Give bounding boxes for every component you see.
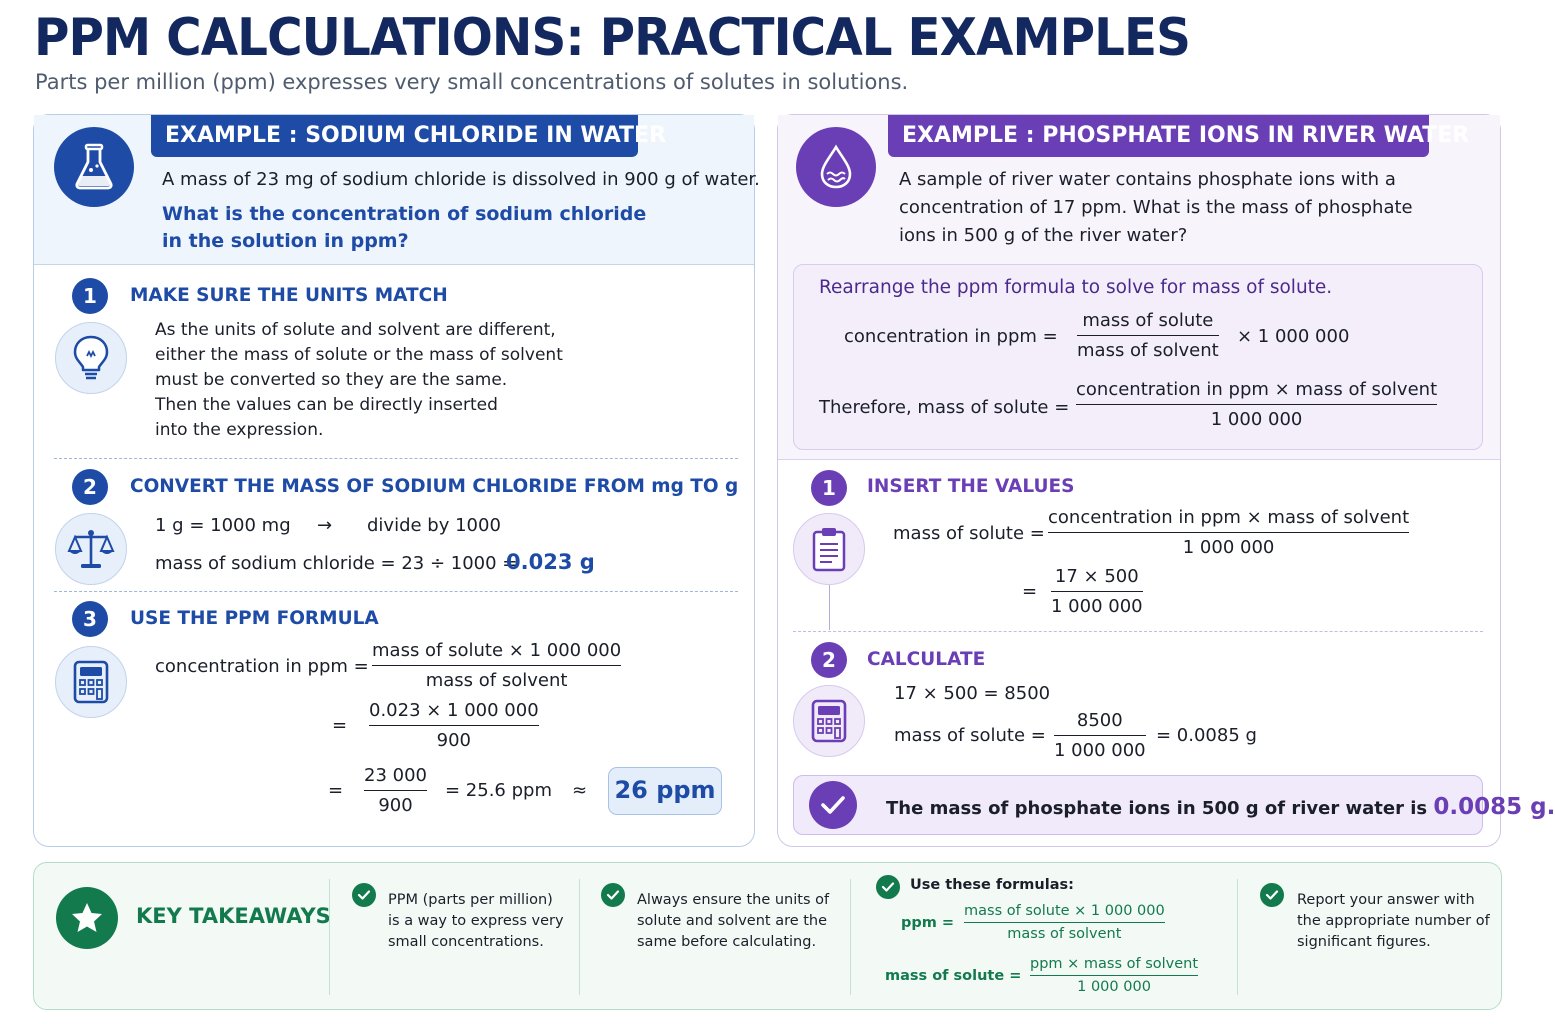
takeaway-1-line-1: PPM (parts per million) [388, 892, 553, 908]
approx-sign: ≈ [572, 780, 588, 801]
ppm-definition-denominator: mass of solvent [1077, 340, 1219, 361]
right-intro-line-1: A sample of river water contains phosphate ions with a [899, 169, 1396, 190]
intermediate-result: = 25.6 ppm [445, 780, 552, 801]
conversion-right: divide by 1000 [367, 515, 501, 536]
result-text: The mass of phosphate ions in 500 g of river water is [886, 798, 1428, 819]
left-example-tag: EXAMPLE : SODIUM CHLORIDE IN WATER [151, 115, 638, 157]
ppm-definition-fraction [1077, 310, 1219, 361]
left-step-2-badge: 2 [72, 469, 108, 505]
right-step-1-title: INSERT THE VALUES [867, 476, 1075, 497]
key-takeaways-panel [33, 862, 1502, 1010]
final-answer-badge: 26 ppm [608, 767, 722, 815]
takeaway-2-line-2: solute and solvent are the [637, 913, 828, 929]
takeaway-1-line-3: small concentrations. [388, 934, 544, 950]
simplified-fraction [364, 765, 427, 816]
takeaway-1-line-2: is a way to express very [388, 913, 564, 929]
calculate-fraction [1054, 710, 1146, 761]
calculate-denominator: 1 000 000 [1054, 740, 1146, 761]
checkmark-icon [352, 883, 376, 907]
substituted-numerator: 0.023 × 1 000 000 [369, 700, 539, 726]
multiplication-line: 17 × 500 = 8500 [894, 683, 1051, 704]
left-question-line-1: What is the concentration of sodium chloride [162, 203, 647, 225]
phosphate-example-panel [777, 114, 1555, 847]
ppm-formula-numerator: mass of solute × 1 000 000 [372, 640, 621, 666]
left-question-line-2: in the solution in ppm? [162, 230, 409, 252]
right-intro-line-3: ions in 500 g of the river water? [899, 225, 1188, 246]
left-step-1-badge: 1 [72, 278, 108, 314]
connector-line [829, 585, 830, 630]
divider [54, 591, 738, 592]
result-banner [793, 775, 1555, 835]
takeaway-4-line-2: the appropriate number of [1297, 913, 1490, 929]
step-1-text-line-3: must be converted so they are the same. [155, 370, 508, 390]
calculate-numerator: 8500 [1054, 710, 1146, 736]
left-step-3-badge: 3 [72, 601, 108, 637]
left-intro: A mass of 23 mg of sodium chloride is dissolved in 900 g of water. [162, 169, 760, 190]
takeaway-4-line-3: significant figures. [1297, 934, 1431, 950]
ppm-formula-denominator: mass of solvent [425, 670, 568, 691]
mass-short-fraction [1030, 956, 1198, 995]
lightbulb-icon [55, 322, 127, 394]
ppm-short-denominator: mass of solvent [1007, 926, 1122, 942]
insert-values-numerator: 17 × 500 [1051, 566, 1143, 592]
divider [850, 879, 851, 995]
insert-formula-fraction [1048, 507, 1409, 558]
ppm-formula-lhs: concentration in ppm = [155, 656, 369, 677]
takeaway-2-line-3: same before calculating. [637, 934, 817, 950]
conversion-arrow: → [317, 515, 333, 536]
sodium-chloride-calc: mass of sodium chloride = 23 ÷ 1000 = [155, 553, 518, 574]
formulas-heading: Use these formulas: [910, 877, 1074, 893]
divider [54, 458, 738, 459]
mass-short-lhs: mass of solute = [885, 968, 1022, 984]
takeaway-2-line-1: Always ensure the units of [637, 892, 830, 908]
checkmark-icon [809, 781, 857, 829]
rearrange-lhs-1: concentration in ppm = [844, 326, 1058, 347]
left-step-1-title: MAKE SURE THE UNITS MATCH [130, 285, 448, 306]
insert-values-denominator: 1 000 000 [1051, 596, 1143, 617]
calculate-result: = 0.0085 g [1156, 725, 1257, 746]
calculate-lhs: mass of solute = [894, 725, 1046, 746]
water-drop-icon [796, 127, 876, 207]
insert-formula-numerator: concentration in ppm × mass of solvent [1048, 507, 1409, 533]
right-intro-line-2: concentration of 17 ppm. What is the mass of phosphate [899, 197, 1413, 218]
simplified-denominator: 900 [378, 795, 413, 816]
checkmark-icon [1260, 883, 1284, 907]
takeaway-4-line-1: Report your answer with [1297, 892, 1475, 908]
key-takeaways-title: KEY TAKEAWAYS [136, 904, 331, 928]
mass-short-numerator: ppm × mass of solvent [1030, 956, 1198, 976]
divider [579, 879, 580, 995]
divider [1237, 879, 1238, 995]
result-value: 0.0085 g. [1433, 794, 1555, 820]
checkmark-icon [876, 875, 900, 899]
step-1-text-line-2: either the mass of solute or the mass of solvent [155, 345, 563, 365]
step-1-text-line-4: Then the values can be directly inserted [155, 395, 498, 415]
mass-of-solute-numerator: concentration in ppm × mass of solvent [1076, 379, 1437, 405]
step-1-text-line-5: into the expression. [155, 420, 324, 440]
simplified-numerator: 23 000 [364, 765, 427, 791]
right-step-2-badge: 2 [811, 642, 847, 678]
ppm-definition-numerator: mass of solute [1077, 310, 1219, 336]
ppm-short-fraction [964, 903, 1165, 942]
equals-sign: = [328, 780, 344, 801]
step-1-text-line-1: As the units of solute and solvent are different, [155, 320, 556, 340]
insert-values-fraction [1051, 566, 1143, 617]
checkmark-icon [601, 883, 625, 907]
converted-mass-result: 0.023 g [506, 550, 595, 574]
divider [329, 879, 330, 995]
calculator-icon [55, 646, 127, 718]
equals-sign: = [332, 715, 348, 736]
balance-scale-icon [55, 513, 127, 585]
right-step-2-title: CALCULATE [867, 649, 986, 670]
substituted-denominator: 900 [436, 730, 472, 751]
left-step-3-title: USE THE PPM FORMULA [130, 608, 379, 629]
ppm-short-lhs: ppm = [901, 915, 955, 931]
mass-short-denominator: 1 000 000 [1077, 979, 1151, 995]
result-statement [886, 794, 1555, 820]
rearrange-lhs-2: Therefore, mass of solute = [819, 397, 1070, 418]
left-step-2-title: CONVERT THE MASS OF SODIUM CHLORIDE FROM mg TO g [130, 476, 739, 497]
insert-formula-denominator: 1 000 000 [1182, 537, 1275, 558]
page-subtitle: Parts per million (ppm) expresses very small concentrations of solutes in solutions. [35, 70, 909, 94]
substituted-fraction [369, 700, 539, 751]
mass-of-solute-fraction [1076, 379, 1437, 430]
multiply-million: × 1 000 000 [1237, 326, 1350, 347]
flask-icon [54, 127, 134, 207]
ppm-formula-fraction [372, 640, 621, 691]
rearrange-formula-box [793, 264, 1483, 450]
ppm-short-numerator: mass of solute × 1 000 000 [964, 903, 1165, 923]
insert-lhs: mass of solute = [893, 523, 1045, 544]
clipboard-icon [793, 513, 865, 585]
sodium-chloride-example-panel [33, 114, 760, 847]
calculator-icon [793, 685, 865, 757]
divider [793, 631, 1483, 632]
mass-of-solute-denominator: 1 000 000 [1210, 409, 1303, 430]
star-icon [56, 887, 118, 949]
rearrange-title: Rearrange the ppm formula to solve for mass of solute. [819, 277, 1333, 298]
conversion-left: 1 g = 1000 mg [155, 515, 291, 536]
right-step-1-badge: 1 [811, 470, 847, 506]
page-title: PPM CALCULATIONS: PRACTICAL EXAMPLES [34, 8, 1191, 68]
equals-sign: = [1022, 581, 1038, 602]
right-example-tag: EXAMPLE : PHOSPHATE IONS IN RIVER WATER [888, 115, 1429, 157]
